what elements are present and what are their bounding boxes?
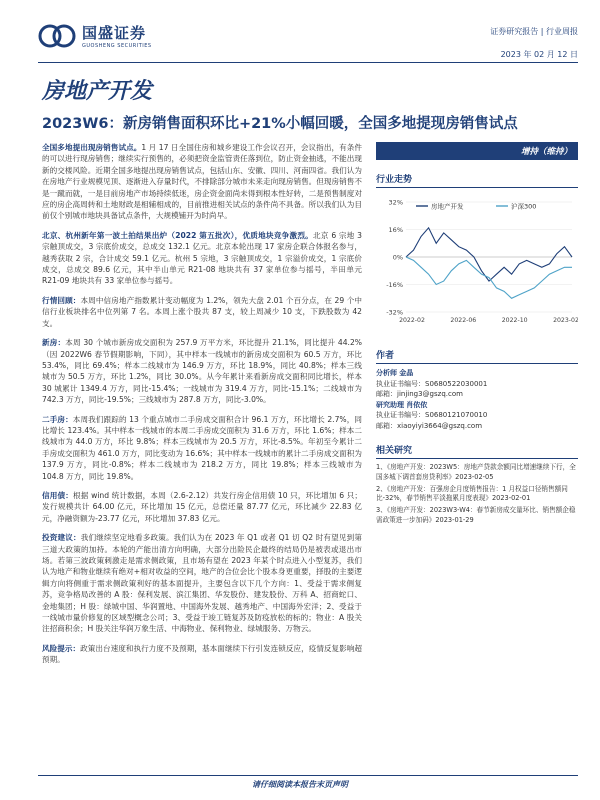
paragraph-credit-bonds [42,490,362,524]
section-trend-heading: 行业走势 [376,172,578,188]
y-tick-label: 0% [392,253,403,262]
header-divider [38,62,578,63]
paragraph-body: 政策出台速度和执行力度不及预期，基本面继续下行引发连锁反应，疫情反复影响超预期。 [42,643,363,665]
paragraph-body: 本周我们跟踪的 13 个重点城市二手房成交面积合计 96.1 万方，环比增长 2.7%，同比增长 123.4%。其中样本一线城市的本周二手房成交面积为 31.6 万方，环比 1.6%；样本二线城市为 44.0 万方，环比 9.8%；样本三线城市为 20.5 万方，环比-8.5%。年初至今累计二手房成交面积为 461.0 万方，同比变动为 16.6%；其中样本一线城市的累计二手房成交面积为 137.9 万方，同比-0.8%；样本二线城市为 218.2 万方，同比 19.8%；样本三线城市为 104.8 万方，同比 19.8%。 [42,414,362,481]
footer-disclaimer: 请仔细阅读本报告末页声明 [252,780,348,789]
report-meta [490,26,578,60]
analyst-1 [376,368,578,379]
paragraph-risk [42,643,362,666]
series-line-csi300 [406,257,572,298]
paragraph-lead: 全国多地提出现房销售试点。 [42,143,142,152]
section-author-heading: 作者 [376,348,578,364]
section-related-heading: 相关研究 [376,443,578,459]
trend-chart [376,194,578,336]
rating-badge: 增持（维持） [376,142,578,160]
paragraph-second-hand [42,414,362,482]
y-tick-label: -16% [386,281,403,289]
paragraph-body: 本周中信房地产指数累计变动幅度为 1.2%，领先大盘 2.01 个百分点，在 29 个中信行业板块排名中位列第 7 名。本周上涨个股共 87 支，较上周减少 10 支，下跌股数为 42 支。 [42,295,362,328]
y-tick-label: 32% [388,198,403,207]
x-tick-label: 2022-10 [501,317,528,324]
related-reports [376,463,578,526]
sidebar [376,142,578,528]
paragraph-body: 根据 wind 统计数据，本周（2.6-2.12）共发行房企信用债 10 只，环比增加 6 只；发行规模共计 64.00 亿元，环比增加 15 亿元，总偿还量 87.77 亿元，环比减少 22.83 亿元，净融资额为-23.77 亿元，环比增加 37.83 亿元。 [42,490,363,523]
y-tick-label: -32% [386,308,403,317]
series-line-real-estate [406,228,572,281]
x-tick-label: 2022-06 [450,317,477,324]
body-text [42,142,362,674]
legend-label-csi300: 沪深300 [511,202,537,211]
analyst-name: 肖依依 [406,400,428,409]
paragraph-land-auction [42,230,362,287]
report-type: 证券研究报告 | 行业周报 [490,27,578,36]
related-report-item[interactable]: 2、《房地产开发：百强房企月度销售报告：1 月权益口径销售额同比-32%，春节销售平淡拖累月度表现》2023-02-01 [376,484,568,503]
y-tick-label: 16% [388,226,403,234]
analyst-cert: 执业证书编号：S0680522030001 [376,379,488,388]
x-tick-label: 2022-02 [399,317,425,324]
analyst-cert: 执业证书编号：S0680121070010 [376,411,488,419]
analyst-block [376,368,578,431]
guosheng-logo-icon [38,24,78,48]
paragraph-lead: 行情回顾： [42,295,81,305]
report-date: 2023 年 02 月 12 日 [500,50,578,59]
paragraph-lead: 北京、杭州新年第一波土拍结果出炉（2022 第五批次），优质地块竞争激烈。 [42,230,314,240]
analyst-name: 金晶 [399,369,414,377]
paragraph-lead: 风险提示： [42,643,81,653]
paragraph-body: 本周 30 个城市新房成交面积为 257.9 万平方米，环比提升 21.1%，同比提升 44.2%（因 2022W6 春节假期影响，下同），其中样本一线城市的新房成交面积为 60.5 万方，环比 53.4%，同比 69.4%；样本二线城市为 146.9 万方，环比 18.9%，同比 40.8%；样本三线城市为 50.5 万方，环比 1.2%，同比 30.0%。从今年累计来看新房成交面积同比增长，样本 30 城累计 1349.4 万方，同比-15.4%；一线城市为 319.4 万方，同比-15.1%；二线城市为 742.3 万方，同比-19.5%；三线城市为 287.8 万方，同比-3.0%。 [42,338,363,405]
logo-cn-text: 国盛证券 [82,24,147,42]
paragraph-lead: 新房： [42,338,66,348]
x-tick-label: 2023-02 [553,317,578,324]
paragraph-new-homes [42,337,362,405]
related-report-item[interactable]: 1、《房地产开发：2023W5：房地产贷款余额同比增速继续下行，全国多城下调首套房贷利率》2023-02-05 [376,463,576,481]
legend-label-real-estate: 房地产开发 [431,202,464,211]
paragraph-investment [42,532,362,635]
paragraph-lead: 投资建议： [42,533,81,543]
related-report-item[interactable]: 3、《房地产开发：2023W3-W4：春节新房成交量环比、销售额企稳需政策进一步加码》2023-01-29 [376,506,576,524]
analyst-email[interactable]: 邮箱：xiaoyiyi3664@gszq.com [376,421,483,430]
industry-title: 房地产开发 [42,79,153,104]
trend-chart-svg [376,194,578,336]
paragraph-lead: 信用债： [42,490,74,500]
analyst-role: 分析师 [376,369,397,377]
paragraph-body: 北京 6 宗地 3 宗触顶成交，3 宗底价成交，总成交 132.1 亿元。北京本轮出现 17 家房企联合体报名参与，越秀获取 2 宗，合计成交 59.1 亿元。杭州 5 宗地，3 宗触顶成交，1 宗溢价成交，1 宗底价成交，总成交 89.6 亿元，其中半山单元 R21-08 地块共有 37 家单位参与摇号，半田单元 R21-09 地块共有 33 家单位参与摇号。 [42,230,362,286]
analyst-email[interactable]: 邮箱：jinjing3@gszq.com [376,390,463,398]
logo-en-text: GUOSHENG SECURITIES [82,43,152,49]
paragraph-body: 我们继续坚定地看多政策。我们认为在 2023 年 Q1 或者 Q1 切 Q2 时有望见到第三道大政策的加持。本轮的产能出清方向明确，大部分出险民企最终的结局仍是被表或退出市场。若第三波政策刺激走是需求侧政策，且市场有望在 2023 年某个时点进入小型复苏，我们认为地产和物业继续有绝对+相对收益的空间，地产的合位会比个股本身更重要，择股的主要逻辑方向将侧重于需求侧政策利好的基本面提升，主要包含以下几个方向：1、受益于需求侧复苏，竞争格局改善的 A 股：保利发展、滨江集团、华发股份、建发股份、万科 A、招商蛇口、金地集团；H 股：绿城中国、华润置地、中国海外发展、越秀地产、中国海外宏洋；2、受益于一线城市量价修复的区域型概念公司；3、受益于竣工链复苏及防疫放松的标的；物业：A 股关注招商积余；H 股关注华润万象生活、中海物业、保利物业、绿城服务、万物云。 [42,533,363,634]
analyst-2 [376,400,578,411]
paragraph-body: 1 月 17 日全国住房和城乡建设工作会议召开，会议指出，有条件的可以进行现房销售；继续实行预售的，必须把资金监管责任落到位，防止资金抽逃，不能出现新的交楼风险。近期全国多地提出现房销售试点，包括山东、安徽、四川、河南四省。我们认为在房地产行业规模见顶、逐渐进入存量时代，不排除部分城市未来走向现房销售。但现房销售不是一蹴而就，一是目前房地产市场持续低迷，房企资金面尚未得到根本性好转，二是预售制度对应的房企高周转和土地财政是相辅相成的，目前推进相关试点的条件尚不具备。所以我们认为目前仅个别城市地块具备试点条件，大规模铺开为时尚早。 [42,143,363,221]
footer-divider [38,775,578,776]
paragraph-market-review [42,295,362,329]
paragraph-lead: 二手房： [42,414,73,424]
paragraph-presale [42,142,362,222]
analyst-role: 研究助理 [376,400,404,409]
report-headline: 2023W6：新房销售面积环比+21%小幅回暖，全国多地提现房销售试点 [42,116,518,132]
company-logo [38,22,152,49]
